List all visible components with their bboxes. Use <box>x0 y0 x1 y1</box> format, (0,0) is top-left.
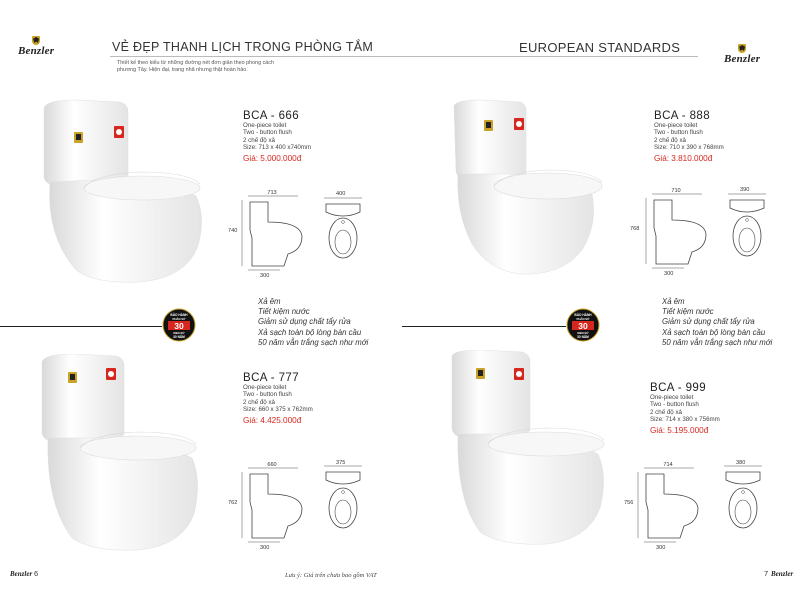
toilet-photo-bca-666 <box>36 96 216 286</box>
product-size: Size: 714 x 380 x 756mm <box>650 416 720 424</box>
dim-depth: 400 <box>336 191 346 197</box>
product-price: Giá: 3.810.000đ <box>654 153 713 163</box>
feature-list <box>662 297 772 348</box>
product-modes: 2 chế độ xả <box>654 136 686 144</box>
brand-name: Benzler <box>724 53 761 65</box>
feature-item: Xả sạch toàn bộ lòng bàn cầu <box>662 327 766 337</box>
product-price: Giá: 4.425.000đ <box>243 415 302 425</box>
page-number-left: 6 <box>34 569 39 578</box>
section-divider <box>0 326 162 327</box>
page-number-right: 7 <box>764 569 769 578</box>
eagle-crest-icon <box>30 34 42 46</box>
dim-depth: 380 <box>736 460 746 466</box>
dim-rough-in: 300 <box>656 545 666 551</box>
badge-number: 30 <box>578 321 588 331</box>
header-rule <box>402 56 698 57</box>
intro-line: Thiết kế theo kiểu từ những đường nét đơn giản theo phong cách <box>117 60 274 66</box>
product-info-bca-888 <box>654 110 724 164</box>
badge-top-text: BẢO HÀNH <box>574 313 592 317</box>
product-code: BCA - 888 <box>654 110 711 122</box>
product-code: BCA - 666 <box>243 110 300 122</box>
intro-text <box>117 60 397 74</box>
dim-depth: 375 <box>336 460 346 466</box>
product-code: BCA - 999 <box>650 382 707 394</box>
badge-sub-text: PHÂN SỨ <box>576 317 590 321</box>
product-price: Giá: 5.000.000đ <box>243 153 302 163</box>
product-flush: Two - button flush <box>654 129 703 137</box>
product-size: Size: 713 x 400 x740mm <box>243 144 312 152</box>
product-info-bca-777 <box>243 372 313 426</box>
product-modes: 2 chế độ xả <box>243 136 275 144</box>
feature-list <box>258 297 368 348</box>
feature-item: Giảm sử dụng chất tẩy rửa <box>258 317 351 327</box>
dim-height: 762 <box>228 500 238 506</box>
product-code: BCA - 777 <box>243 372 300 384</box>
header-rule <box>110 56 402 57</box>
product-size: Size: 710 x 390 x 768mm <box>654 144 724 152</box>
product-flush: Two - button flush <box>243 129 292 137</box>
dim-depth: 390 <box>740 187 750 193</box>
product-type: One-piece toilet <box>243 122 287 129</box>
dim-rough-in: 300 <box>260 545 270 551</box>
product-type: One-piece toilet <box>243 384 287 391</box>
product-modes: 2 chế độ xả <box>243 398 275 406</box>
badge-years: 30 NĂM <box>173 335 185 339</box>
page-title: VẺ ĐẸP THANH LỊCH TRONG PHÒNG TẮM <box>112 40 374 54</box>
eagle-crest-icon <box>736 42 748 54</box>
badge-bottom-text: MEN SỨ <box>577 331 589 335</box>
dim-height: 740 <box>228 228 238 234</box>
dimension-diagram-bca-888 <box>632 188 792 278</box>
dim-height: 768 <box>630 226 640 232</box>
badge-bottom-text: MEN SỨ <box>173 331 185 335</box>
feature-item: Tiết kiệm nước <box>258 307 310 317</box>
brand-name: Benzler <box>18 45 55 57</box>
product-price: Giá: 5.195.000đ <box>650 425 709 435</box>
badge-sub-text: PHÂN SỨ <box>172 317 186 321</box>
brand-logo <box>18 34 54 57</box>
feature-item: Tiết kiệm nước <box>662 307 714 317</box>
intro-line: phương Tây. Hiện đại, trang nhã nhưng thật hoàn hảo. <box>117 67 248 73</box>
dim-width: 710 <box>671 188 681 194</box>
badge-number: 30 <box>174 321 184 331</box>
footer-brand-logo: Benzler <box>10 570 33 578</box>
dim-width: 713 <box>267 190 277 196</box>
product-type: One-piece toilet <box>654 122 698 129</box>
product-info-bca-999 <box>650 382 720 436</box>
product-info-bca-666 <box>243 110 311 164</box>
feature-item: Xả sạch toàn bộ lòng bàn cầu <box>258 327 362 337</box>
page-title: EUROPEAN STANDARDS <box>519 40 681 55</box>
feature-item: 50 năm vẫn trắng sạch như mới <box>662 337 773 347</box>
product-size: Size: 660 x 375 x 762mm <box>243 406 313 414</box>
warranty-badge-30-years <box>566 307 600 341</box>
badge-top-text: BẢO HÀNH <box>170 313 188 317</box>
feature-item: Xả êm <box>662 297 685 306</box>
dimension-diagram-bca-777 <box>228 462 398 552</box>
toilet-photo-bca-777 <box>34 354 214 554</box>
dim-rough-in: 300 <box>664 271 674 277</box>
toilet-photo-bca-888 <box>450 94 610 284</box>
vat-note: Lưu ý: Giá trên chưa bao gồm VAT <box>285 572 377 579</box>
product-modes: 2 chế độ xả <box>650 408 682 416</box>
dim-rough-in: 300 <box>260 273 270 279</box>
feature-item: 50 năm vẫn trắng sạch như mới <box>258 337 369 347</box>
product-flush: Two - button flush <box>243 391 292 399</box>
product-flush: Two - button flush <box>650 401 699 409</box>
footer-brand-logo: Benzler <box>771 570 794 578</box>
feature-item: Xả êm <box>258 297 281 306</box>
dim-width: 714 <box>663 462 673 468</box>
right-page <box>402 0 804 604</box>
feature-item: Giảm sử dụng chất tẩy rửa <box>662 317 755 327</box>
dimension-diagram-bca-999 <box>624 462 794 552</box>
dim-height: 756 <box>624 500 634 506</box>
section-divider <box>402 326 566 327</box>
brand-logo <box>724 42 760 65</box>
badge-years: 30 NĂM <box>577 335 589 339</box>
product-type: One-piece toilet <box>650 394 694 401</box>
toilet-photo-bca-999 <box>446 350 616 550</box>
dim-width: 660 <box>267 462 277 468</box>
warranty-badge-30-years <box>162 307 196 341</box>
dimension-diagram-bca-666 <box>228 190 398 280</box>
